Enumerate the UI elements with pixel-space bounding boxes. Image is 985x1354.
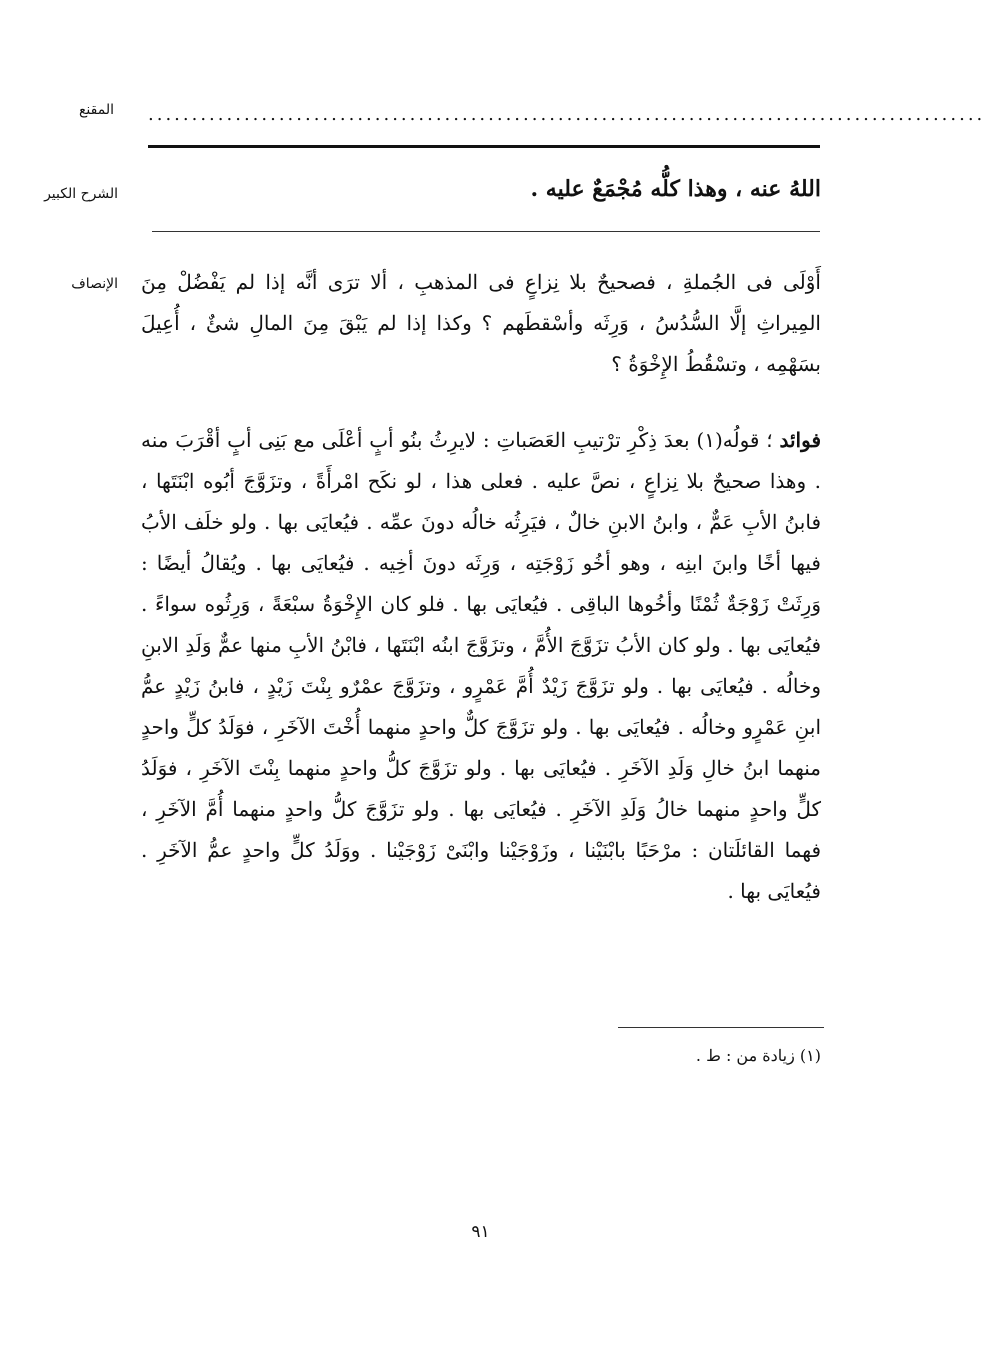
insaf-paragraph-1: أَوْلَى فى الجُملةِ ، فصحيحٌ بلا نِزاعٍ فى المذهبِ ، ألا ترَى أنَّه إذا لم يَفْضُلْ مِنَ المِيراثِ إلَّا السُّدُسُ ، وَرِثَه وأسْقطَهم ؟ وكذا إذا لم يَبْقَ مِنَ المالِ شئٌ ، أُعِيلَ بسَهْمِه ، وتسْقُطُ الإِخْوَةُ ؟ [141, 270, 821, 376]
dotted-separator: ................................................................................................ [148, 104, 985, 125]
insaf-paragraph-2 [141, 420, 821, 912]
insaf-label: الإنصاف [71, 276, 118, 292]
footnote-rule [618, 1027, 824, 1028]
muqni-label: المقنع [78, 102, 114, 118]
section-rule [152, 231, 820, 232]
page-number: ٩١ [471, 1222, 490, 1242]
header-rule [148, 145, 820, 148]
sharh-text: اللهُ عنه ، وهذا كلُّه مُجْمَعٌ عليه . [530, 176, 821, 202]
footnote: (١) زيادة من : ط . [695, 1046, 821, 1065]
sharh-label: الشرح الكبير [44, 186, 118, 202]
fawaid-heading: فوائد [779, 428, 821, 452]
fawaid-text: ؛ قولُه(١) بعدَ ذِكْرِ ترْتيبِ العَصَباتِ : لايرِثُ بنُو أبٍ أعْلَى مع بَنِى أبٍ أقْرَبَ منه . وهذا صحيحٌ بلا نِزاعٍ ، نصَّ عليه . فعلى هذا ، لو نكَح امْرأَةً ، وتزَوَّجَ أبُوه ابْنَتَها ، فابنُ الأبِ عَمٌّ ، وابنُ الابنِ خالٌ ، فيَرِثُه خالُه دونَ عمِّه . فيُعايَى بها . ولو خلَف الأبُ فيها أخًا وابنَ ابنِه ، وهو أخُو زَوْجَتِه ، وَرِثَه دونَ أخِيه . فيُعايَى بها . ويُقالُ أيضًا : وَرِثَتْ زَوْجَةٌ ثُمْنًا وأخُوها الباقِى . فيُعايَى بها . فلو كان الإِخْوَةُ سبْعَةً ، وَرِثُوه سواءً . فيُعايَى بها . ولو كان الأبُ تزَوَّجَ الأُمَّ ، وتزَوَّجَ ابنُه ابْنَتَها ، فابْنُ الأبِ منها عمٌّ وَلَدِ الابنِ وخالُه . فيُعايَى بها . ولو تزَوَّجَ زَيْدٌ أُمَّ عَمْرٍو ، وتزَوَّجَ عمْرٌو بِنْتَ زَيْدٍ ، فابنُ زَيْدٍ عمُّ ابنِ عَمْرٍو وخالُه . فيُعايَى بها . ولو تزَوَّجَ كلٌّ واحدٍ منهما أُخْتَ الآخَرِ ، فوَلَدُ كلٍّ واحدٍ منهما ابنُ خالِ وَلَدِ الآخَرِ . فيُعايَى بها . ولو تزَوَّجَ كلُّ واحدٍ منهما بِنْتَ الآخَرِ ، فوَلَدُ كلٍّ واحدٍ منهما خالُ وَلَدِ الآخَرِ . فيُعايَى بها . ولو تزَوَّجَ كلُّ واحدٍ منهما أُمَّ الآخَرِ ، فهما القائلَتان : مرْحَبًا بابْنَيْنا ، وزَوْجَيْنا وابْنَىْ زَوْجَيْنا . ووَلَدُ كلٍّ واحدٍ عمُّ الآخَرِ . فيُعايَى بها . [141, 428, 822, 903]
